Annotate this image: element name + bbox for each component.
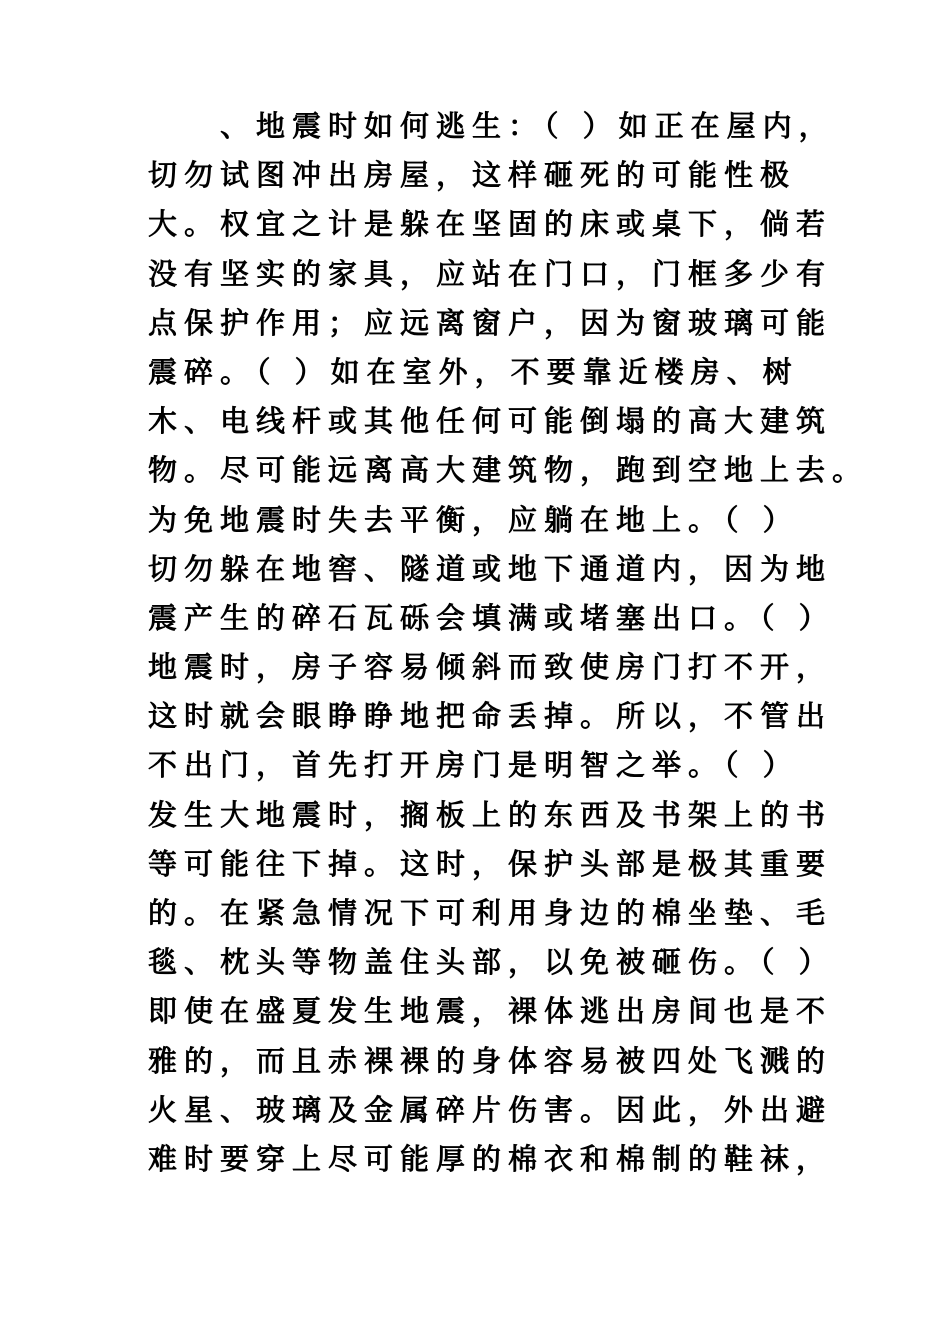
text-line: 物。尽可能远离高大建筑物，跑到空地上去。 [148, 453, 869, 488]
text-line: 发生大地震时，搁板上的东西及书架上的书 [148, 797, 833, 832]
text-line: 、地震时如何逃生：（ ）如正在屋内， [148, 109, 835, 143]
text-line: 点保护作用；应远离窗户，因为窗玻璃可能 [148, 305, 833, 340]
text-line: 雅的，而且赤裸裸的身体容易被四处飞溅的 [148, 1043, 833, 1078]
body-text [148, 102, 869, 1184]
text-line: 震产生的碎石瓦砾会填满或堵塞出口。（ ） [148, 600, 835, 635]
text-line: 等可能往下掉。这时，保护头部是极其重要 [148, 846, 833, 881]
text-line: 难时要穿上尽可能厚的棉衣和棉制的鞋袜， [148, 1141, 833, 1176]
text-line: 地震时，房子容易倾斜而致使房门打不开， [148, 650, 833, 685]
text-line: 毯、枕头等物盖住头部，以免被砸伤。（ ） [148, 945, 835, 980]
text-line: 切勿躲在地窖、隧道或地下通道内，因为地 [148, 551, 833, 586]
text-line: 不出门，首先打开房门是明智之举。（ ） [148, 748, 799, 783]
text-line: 大。权宜之计是躲在坚固的床或桌下，倘若 [148, 207, 833, 242]
text-line: 的。在紧急情况下可利用身边的棉坐垫、毛 [148, 896, 833, 930]
text-line: 这时就会眼睁睁地把命丢掉。所以，不管出 [148, 699, 833, 734]
text-line: 切勿试图冲出房屋，这样砸死的可能性极 [148, 158, 797, 193]
text-line: 震碎。（ ）如在室外，不要靠近楼房、树 [148, 354, 799, 389]
text-line: 木、电线杆或其他任何可能倒塌的高大建筑 [148, 404, 833, 439]
text-line: 为免地震时失去平衡，应躺在地上。（ ） [148, 502, 799, 537]
text-line: 没有坚实的家具，应站在门口，门框多少有 [148, 256, 833, 291]
text-line: 即使在盛夏发生地震，裸体逃出房间也是不 [148, 994, 833, 1029]
text-line: 火星、玻璃及金属碎片伤害。因此，外出避 [148, 1092, 833, 1127]
